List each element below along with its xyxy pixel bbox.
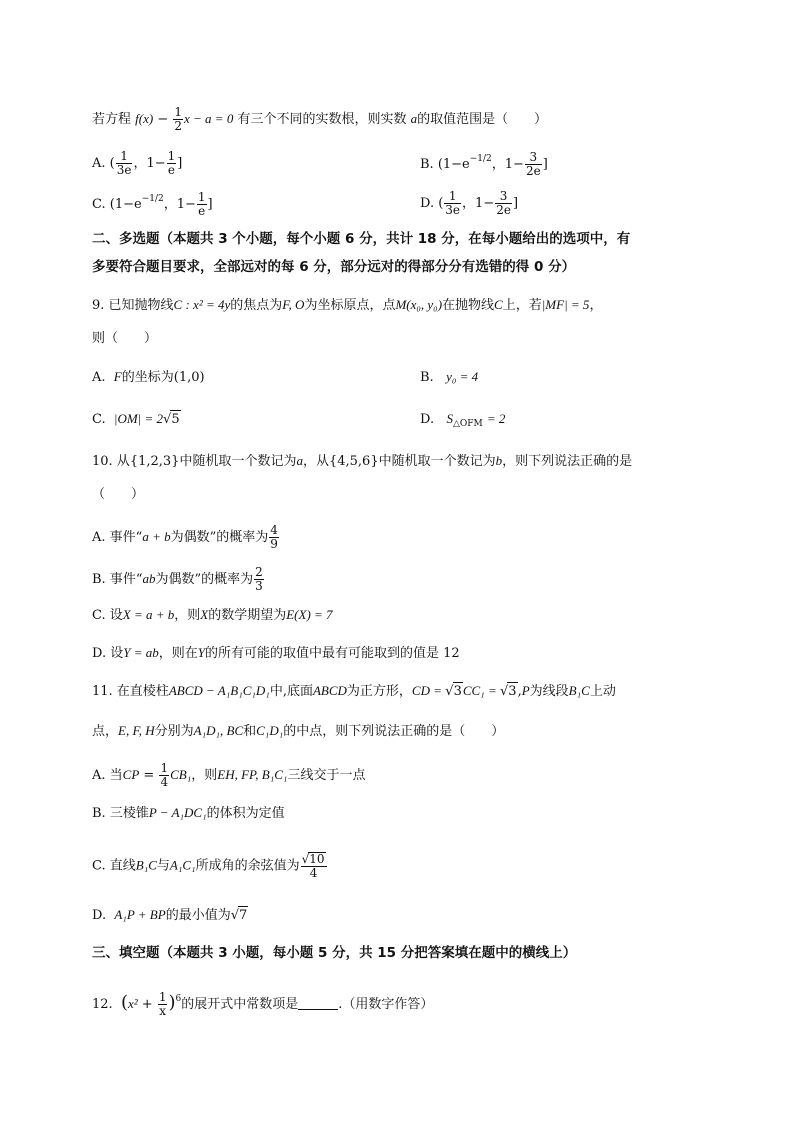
q10-option-b: B. 事件“ab为偶数”的概率为 $\frac{2}{3}$ xyxy=(92,565,263,593)
q11-option-c: C. 直线B₁C与A₁C₁所成角的余弦值为 $\frac{√10}{4}$ xyxy=(92,852,325,880)
q10-option-d: D. 设Y = ab，则在Y的所有可能的取值中最有可能取到的值是 12 xyxy=(92,645,460,661)
q10-stem-cont: （ ） xyxy=(92,487,145,502)
q9-stem: 9. 已知抛物线C : x² = 4y的焦点为F, O为坐标原点，点M(x₀, y₀)在抛物线C上，若|MF| = 5， xyxy=(92,297,603,313)
q8-option-a: A. ( $\frac{1}{3e}$ ，1− $\frac{1}{e}$ ] xyxy=(92,149,183,177)
q10-stem: 10. 从{1,2,3}中随机取一个数记为a，从{4,5,6}中随机取一个数记为b，则下列说法正确的是 xyxy=(92,453,633,469)
section3-heading: 三、填空题（本题共 3 小题，每小题 5 分，共 15 分把答案填在题中的横线上） xyxy=(92,945,577,961)
q8-option-b: B. ($1-e^{-1/2}$，1− $\frac{3}{2e}$ ] xyxy=(420,150,548,178)
q9-stem-cont: 则（ ） xyxy=(92,331,158,346)
q9-option-c: C. |OM| = 2√5 xyxy=(92,411,180,427)
q12-answer-blank[interactable] xyxy=(298,1009,338,1010)
q9-option-d: D. $S_{\triangle OFM} = 2$ xyxy=(420,411,506,429)
q10-option-c: C. 设X = a + b，则X的数学期望为E(X) = 7 xyxy=(92,607,333,623)
q8-option-d: D. ( $\frac{1}{3e}$ ，1− $\frac{3}{2e}$ ] xyxy=(420,189,519,217)
q8-half-fraction: $\frac{1}{2}$ xyxy=(174,105,183,133)
q11-option-b: B. 三棱锥P − A₁DC₁的体积为定值 xyxy=(92,805,285,821)
q10-option-a: A. 事件“a + b为偶数”的概率为 $\frac{4}{9}$ xyxy=(92,523,278,551)
q8-stem: 若方程 f(x) − $\frac{1}{2}$ x − a = 0 有三个不同的实数根，则实数 a的取值范围是（ ） xyxy=(92,105,548,133)
q12-stem: 12. (x² + $\frac{1}{x}$ )$^6$的展开式中常数项是 .（用数字作答） xyxy=(92,990,434,1018)
q9-option-a: A. F的坐标为(1,0) xyxy=(92,369,205,385)
q11-option-d: D. A₁P + BP的最小值为√7 xyxy=(92,907,248,923)
q9-option-b: B. y₀ = 4 xyxy=(420,369,479,385)
q11-stem-cont: 点，E, F, H分别为A₁D₁, BC和C₁D₁的中点，则下列说法正确的是（ ） xyxy=(92,723,505,739)
q8-option-c: C. ($1-e^{-1/2}$，1− $\frac{1}{e}$ ] xyxy=(92,190,213,218)
q11-stem: 11. 在直棱柱ABCD − A₁B₁C₁D₁中,底面ABCD为正方形，CD = √3CC₁ = √3,P为线段B₁C上动 xyxy=(92,683,616,699)
section2-heading-cont: 多要符合题目要求，全部远对的每 6 分，部分远对的得部分分有选错的得 0 分） xyxy=(92,259,576,275)
q11-option-a: A. 当CP = $\frac{1}{4}$ CB₁，则EH, FP, B₁C₁三线交于一点 xyxy=(92,761,366,789)
section2-heading: 二、多选题（本题共 3 个小题，每个小题 6 分，共计 18 分，在每小题给出的选项中，有 xyxy=(92,231,631,247)
